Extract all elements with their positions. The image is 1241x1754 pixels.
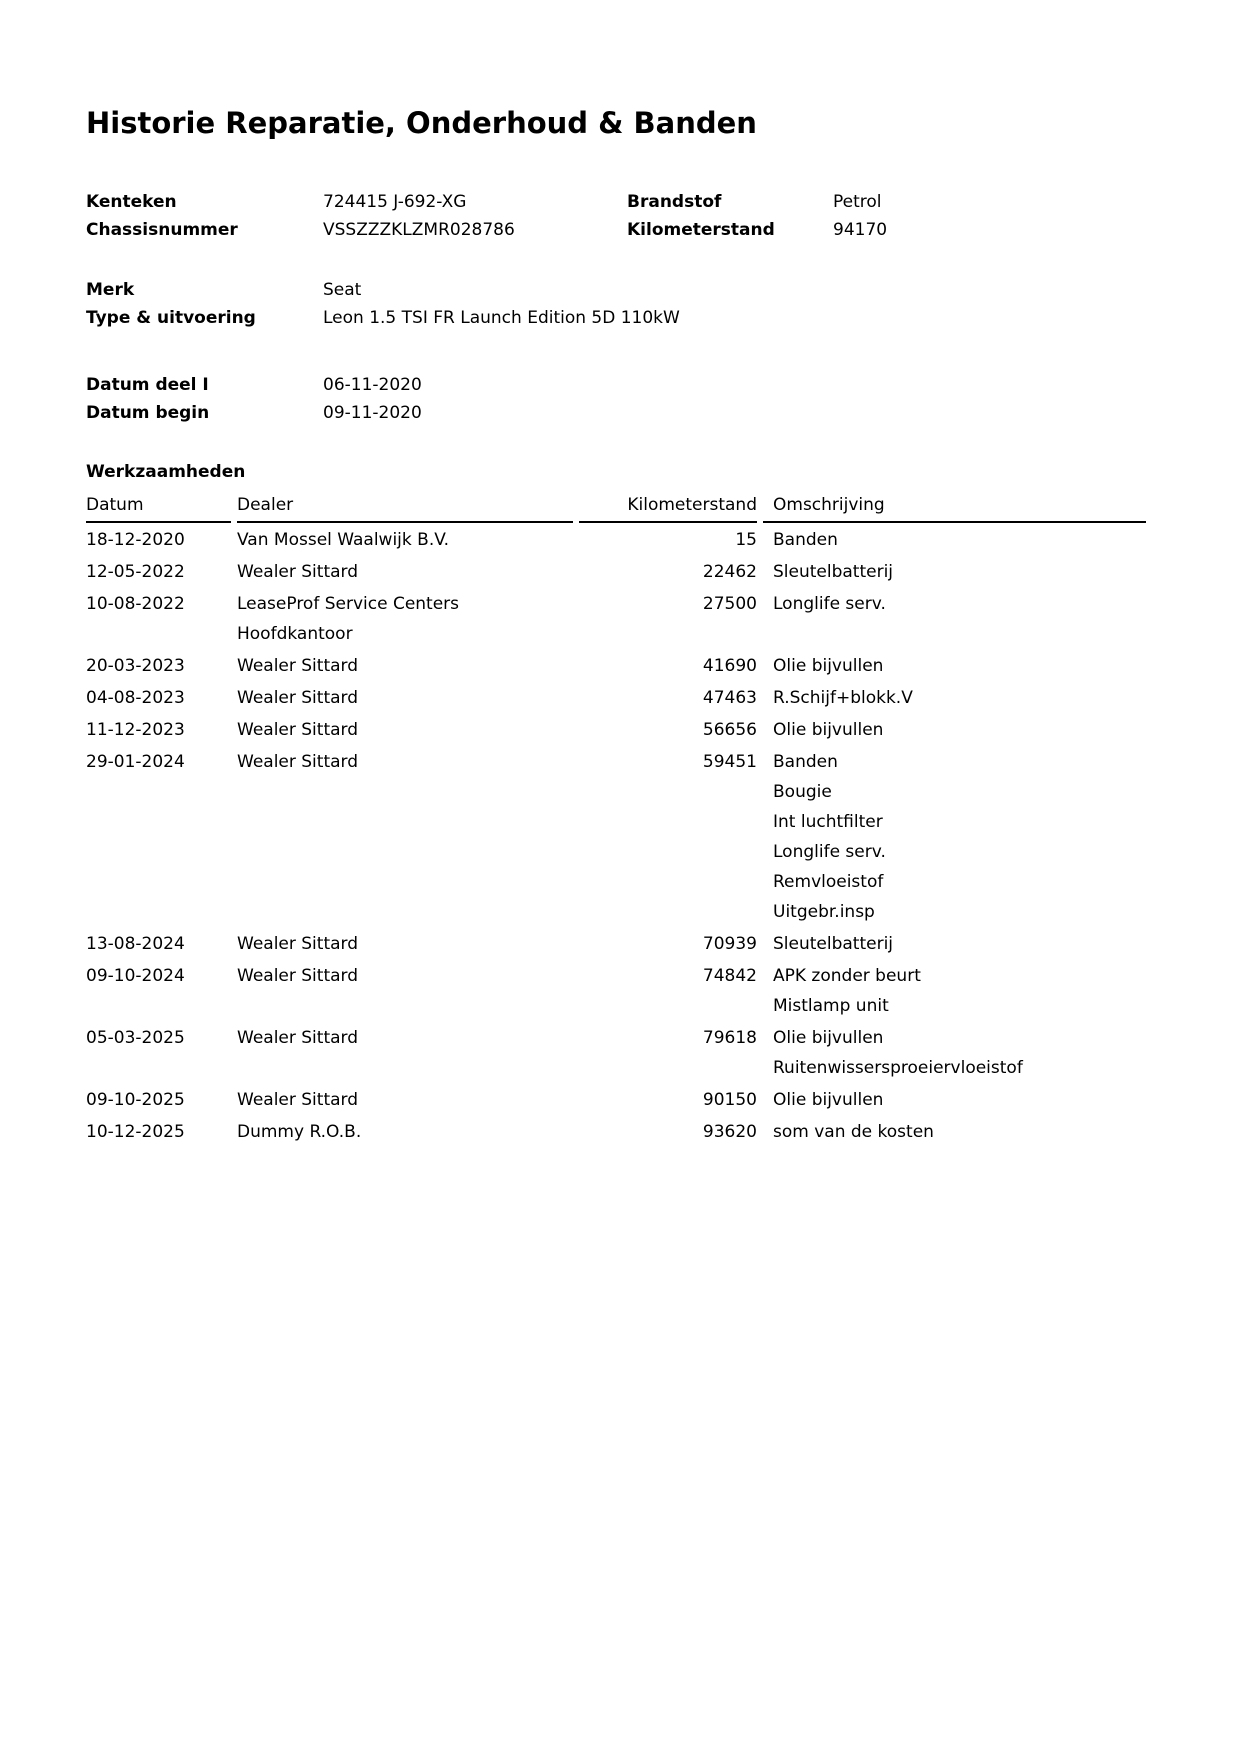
work-dealer: Wealer Sittard — [237, 966, 359, 986]
table-row — [86, 651, 1146, 681]
work-description-line: som van de kosten — [773, 1122, 934, 1142]
table-row — [86, 929, 1146, 959]
chassisnummer-value: VSSZZZKLZMR028786 — [323, 220, 515, 240]
table-row — [86, 1023, 1146, 1083]
kilometerstand-value: 94170 — [833, 220, 888, 240]
work-km: 22462 — [702, 562, 757, 582]
table-row — [86, 1085, 1146, 1115]
work-km: 41690 — [702, 656, 757, 676]
table-row — [86, 683, 1146, 713]
work-date: 10-08-2022 — [86, 594, 185, 614]
column-header-omschrijving: Omschrijving — [763, 490, 1146, 523]
work-description-line: Uitgebr.insp — [773, 902, 875, 922]
work-descriptions — [763, 525, 1146, 555]
datum-begin-label: Datum begin — [86, 403, 210, 423]
work-description-line: Longlife serv. — [773, 594, 886, 614]
column-header-kilometerstand: Kilometerstand — [579, 490, 757, 523]
work-description-line: Longlife serv. — [773, 842, 886, 862]
work-date: 04-08-2023 — [86, 688, 185, 708]
column-header-datum: Datum — [86, 490, 231, 523]
brandstof-label: Brandstof — [627, 192, 722, 212]
table-row — [86, 589, 1146, 649]
work-description-line: Banden — [773, 530, 838, 550]
work-km: 15 — [735, 530, 757, 550]
work-km: 59451 — [702, 752, 757, 772]
work-description-line: Bougie — [773, 782, 832, 802]
table-row — [86, 747, 1146, 927]
work-km: 93620 — [702, 1122, 757, 1142]
work-dealer: Wealer Sittard — [237, 934, 359, 954]
table-row — [86, 1117, 1146, 1147]
datum-begin-value: 09-11-2020 — [323, 403, 422, 423]
work-description-line: Sleutelbatterij — [773, 562, 894, 582]
work-dealer: Wealer Sittard — [237, 752, 359, 772]
column-header-dealer: Dealer — [237, 490, 573, 523]
work-date: 09-10-2025 — [86, 1090, 185, 1110]
merk-label: Merk — [86, 280, 135, 300]
work-date: 10-12-2025 — [86, 1122, 185, 1142]
work-descriptions — [763, 683, 1146, 713]
work-descriptions — [763, 1085, 1146, 1115]
work-date: 18-12-2020 — [86, 530, 185, 550]
work-km: 47463 — [702, 688, 757, 708]
type-uitvoering-label: Type & uitvoering — [86, 308, 256, 328]
work-dealer: Wealer Sittard — [237, 720, 359, 740]
work-descriptions — [763, 557, 1146, 587]
work-dealer: Wealer Sittard — [237, 562, 359, 582]
work-description-line: Int luchtfilter — [773, 812, 883, 832]
works-table-body — [86, 525, 1146, 1147]
work-km: 27500 — [702, 594, 757, 614]
works-section-heading: Werkzaamheden — [86, 462, 246, 482]
work-descriptions — [763, 929, 1146, 959]
work-date: 11-12-2023 — [86, 720, 185, 740]
table-row — [86, 557, 1146, 587]
work-km: 90150 — [702, 1090, 757, 1110]
work-description-line: APK zonder beurt — [773, 966, 921, 986]
dates-info-block — [86, 371, 422, 427]
brandstof-value: Petrol — [833, 192, 882, 212]
work-description-line: Mistlamp unit — [773, 996, 889, 1016]
work-dealer: Wealer Sittard — [237, 1028, 359, 1048]
datum-deel-label: Datum deel I — [86, 375, 209, 395]
work-description-line: Olie bijvullen — [773, 720, 884, 740]
work-descriptions — [763, 589, 1146, 619]
work-km: 79618 — [702, 1028, 757, 1048]
work-date: 29-01-2024 — [86, 752, 185, 772]
work-date: 05-03-2025 — [86, 1028, 185, 1048]
work-dealer: Wealer Sittard — [237, 688, 359, 708]
work-dealer: LeaseProf Service Centers Hoofdkantoor — [237, 594, 460, 644]
work-descriptions — [763, 1023, 1146, 1083]
work-description-line: Sleutelbatterij — [773, 934, 894, 954]
work-dealer: Wealer Sittard — [237, 656, 359, 676]
work-description-line: Remvloeistof — [773, 872, 884, 892]
work-description-line: Ruitenwissersproeiervloeistof — [773, 1058, 1023, 1078]
work-km: 74842 — [702, 966, 757, 986]
merk-value: Seat — [323, 280, 362, 300]
work-date: 12-05-2022 — [86, 562, 185, 582]
work-descriptions — [763, 961, 1146, 1021]
work-date: 20-03-2023 — [86, 656, 185, 676]
work-description-line: Olie bijvullen — [773, 1090, 884, 1110]
brand-info-block — [86, 276, 680, 332]
work-description-line: Olie bijvullen — [773, 656, 884, 676]
table-row — [86, 525, 1146, 555]
page-title: Historie Reparatie, Onderhoud & Banden — [86, 106, 757, 140]
work-dealer: Wealer Sittard — [237, 1090, 359, 1110]
work-description-line: R.Schijf+blokk.V — [773, 688, 913, 708]
work-date: 09-10-2024 — [86, 966, 185, 986]
table-row — [86, 961, 1146, 1021]
works-table-header — [86, 490, 1146, 523]
kenteken-value: 724415 J-692-XG — [323, 192, 467, 212]
work-descriptions — [763, 715, 1146, 745]
work-dealer: Dummy R.O.B. — [237, 1122, 362, 1142]
work-dealer: Van Mossel Waalwijk B.V. — [237, 530, 450, 550]
work-descriptions — [763, 1117, 1146, 1147]
vehicle-info-block — [86, 188, 887, 244]
datum-deel-value: 06-11-2020 — [323, 375, 422, 395]
chassisnummer-label: Chassisnummer — [86, 220, 238, 240]
type-uitvoering-value: Leon 1.5 TSI FR Launch Edition 5D 110kW — [323, 308, 680, 328]
table-row — [86, 715, 1146, 745]
work-description-line: Banden — [773, 752, 838, 772]
work-description-line: Olie bijvullen — [773, 1028, 884, 1048]
work-km: 56656 — [702, 720, 757, 740]
kenteken-label: Kenteken — [86, 192, 177, 212]
work-date: 13-08-2024 — [86, 934, 185, 954]
kilometerstand-label: Kilometerstand — [627, 220, 775, 240]
work-km: 70939 — [702, 934, 757, 954]
work-descriptions — [763, 651, 1146, 681]
works-table — [86, 490, 1146, 1149]
work-descriptions — [763, 747, 1146, 927]
